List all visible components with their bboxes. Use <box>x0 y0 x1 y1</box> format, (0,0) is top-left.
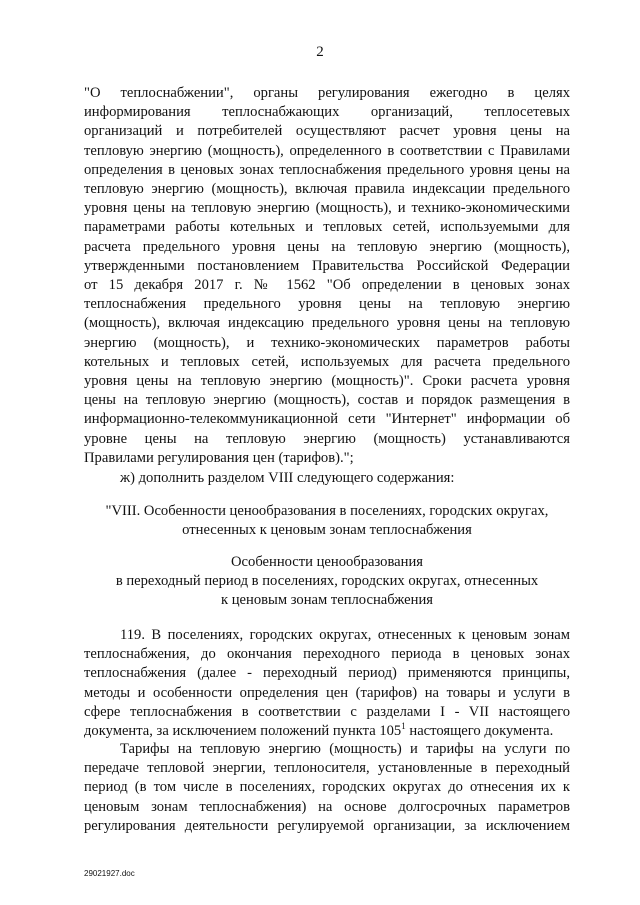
text-line: энергию (мощность), и технико-экономических параметров работы <box>84 334 570 351</box>
heading-line: отнесенных к ценовым зонам теплоснабжения <box>182 522 472 539</box>
text-line: период (в том числе в поселениях, городских округах до отнесения их к <box>84 779 570 796</box>
text-line: "О теплоснабжении", органы регулирования ежегодно в целях <box>84 85 570 101</box>
section-heading <box>84 502 570 540</box>
text-line: котельных и тепловых сетей, используемых для расчета предельного <box>84 353 570 370</box>
text-line: теплоснабжения предельного уровня цены на тепловую энергию <box>84 296 570 313</box>
heading-line: "VIII. Особенности ценообразования в поселениях, городских округах, <box>105 503 549 519</box>
text-line: уровне цены на тепловую энергию (мощность) устанавливаются <box>84 430 570 447</box>
heading-line: в переходный период в поселениях, городских округах, отнесенных <box>115 573 539 590</box>
heading-line: Особенности ценообразования <box>231 554 423 570</box>
paragraph-continuation <box>84 84 570 468</box>
text-line: параметрами работы котельных и тепловых сетей, используемыми для <box>84 219 570 236</box>
page-number: 2 <box>316 44 324 60</box>
text-line: информирования теплоснабжающих организаций, теплосетевых <box>84 104 570 121</box>
text-line: ценовым зонам теплоснабжения) на основе долгосрочных параметров <box>84 798 570 815</box>
text-line: (мощность), включая индексацию предельного уровня цены на тепловую <box>84 315 570 332</box>
text-line: Правилами регулирования цен (тарифов)."; <box>84 449 354 466</box>
superscript: 1 <box>401 721 406 732</box>
paragraph-119 <box>84 626 570 741</box>
text-line: цены на тепловую энергию (мощность), состав и порядок размещения в <box>84 392 570 409</box>
text-line: тепловую энергию (мощность), включая правила индексации предельного <box>84 181 570 198</box>
text-line: организаций и потребителей осуществляют расчет уровня цены на <box>84 123 570 140</box>
text-line: 119. В поселениях, городских округах, отнесенных к ценовым зонам <box>120 627 570 643</box>
text-line: регулирования деятельности регулируемой организации, за исключением <box>84 817 570 834</box>
text-line: теплоснабжения, до окончания переходного периода в ценовых зонах <box>84 646 570 663</box>
text-line: определения в ценовых зонах теплоснабжения предельного уровня цены на <box>84 161 570 178</box>
clause-zh: ж) дополнить разделом VIII следующего содержания: <box>120 470 455 486</box>
text-line: Тарифы на тепловую энергию (мощность) и тарифы на услуги по <box>120 741 570 757</box>
text-line: уровня цены на тепловую энергию (мощность), и технико-экономическими <box>84 200 570 217</box>
footer-file-code: 29021927.doc <box>84 869 135 878</box>
text-line: методы и особенности определения цен (тарифов) на товары и услуги в <box>84 684 570 701</box>
text-line: расчета предельного уровня цены на тепловую энергию (мощность), <box>84 238 570 255</box>
text-line: теплоснабжения (далее - переходный период) применяются принципы, <box>84 665 570 682</box>
subheading <box>84 553 570 611</box>
text-line: сфере теплоснабжения в соответствии с разделами I - VII настоящего <box>84 703 570 720</box>
paragraph-tariffs <box>84 740 570 836</box>
text-fragment: настоящего документа. <box>405 723 554 740</box>
text-line: информационно-телекоммуникационной сети "Интернет" информации об <box>84 411 570 428</box>
text-fragment: документа, за исключением положений пункта 105 <box>84 723 402 740</box>
text-line <box>84 722 570 741</box>
text-line: тепловую энергию (мощность), определенного в соответствии с Правилами <box>84 142 570 159</box>
text-line: от 15 декабря 2017 г. № 1562 "Об определении в ценовых зонах <box>84 277 570 294</box>
heading-line: к ценовым зонам теплоснабжения <box>221 592 433 609</box>
text-line: утвержденными постановлением Правительства Российской Федерации <box>84 257 570 274</box>
text-line: передаче тепловой энергии, теплоносителя, установленные в переходный <box>84 760 570 777</box>
text-line: уровня цены на тепловую энергию (мощность)". Сроки расчета уровня <box>84 373 570 390</box>
